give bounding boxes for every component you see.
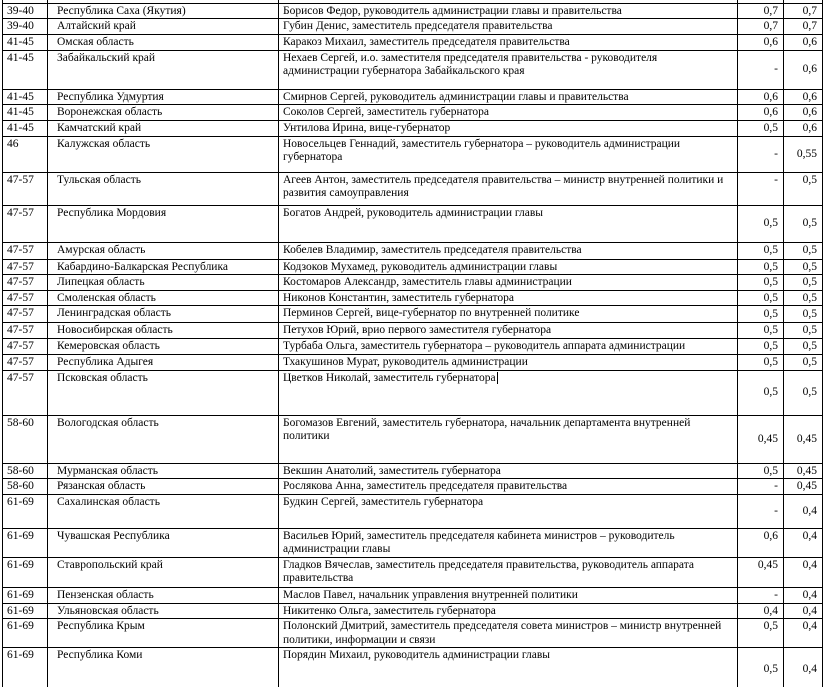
score2-cell[interactable]: 0,7	[784, 3, 823, 19]
score1-cell[interactable]: 0,5	[738, 259, 784, 275]
score2-cell[interactable]: 0,45	[784, 415, 823, 463]
rank-cell[interactable]: 47-57	[3, 259, 48, 275]
score2-cell[interactable]: 0,5	[784, 370, 823, 415]
person-cell[interactable]: Унтилова Ирина, вице-губернатор	[279, 120, 738, 136]
region-cell[interactable]: Республика Мордовия	[48, 205, 279, 242]
score1-cell[interactable]: 0,45	[738, 415, 784, 463]
rank-cell[interactable]: 61-69	[3, 648, 48, 687]
person-cell[interactable]: Богатов Андрей, руководитель администрации главы	[279, 205, 738, 242]
region-cell[interactable]: Камчатский край	[48, 120, 279, 136]
rank-cell[interactable]: 39-40	[3, 3, 48, 19]
score1-cell[interactable]: 0,6	[738, 105, 784, 121]
score2-cell[interactable]: 0,5	[784, 242, 823, 259]
score2-cell[interactable]: 0,4	[784, 557, 823, 587]
score1-cell[interactable]: 0,7	[738, 19, 784, 35]
rank-cell[interactable]: 41-45	[3, 34, 48, 50]
score1-cell[interactable]: -	[738, 494, 784, 528]
region-cell[interactable]: Тульская область	[48, 172, 279, 205]
person-cell[interactable]: Турбаба Ольга, заместитель губернатора – руководитель аппарата администрации	[279, 339, 738, 355]
score1-cell[interactable]: 0,5	[738, 306, 784, 323]
score1-cell[interactable]: 0,5	[738, 120, 784, 136]
score2-cell[interactable]: 0,4	[784, 603, 823, 619]
rank-cell[interactable]: 41-45	[3, 50, 48, 89]
rank-cell[interactable]: 58-60	[3, 479, 48, 495]
rank-cell[interactable]: 47-57	[3, 172, 48, 205]
table-row	[3, 494, 823, 528]
score1-cell[interactable]: 0,6	[738, 89, 784, 105]
table-row	[3, 3, 823, 19]
region-cell[interactable]: Сахалинская область	[48, 494, 279, 528]
score1-cell[interactable]: 0,6	[738, 528, 784, 557]
score1-cell[interactable]: 0,5	[738, 339, 784, 355]
rank-cell[interactable]: 46	[3, 136, 48, 172]
score2-cell[interactable]: 0,5	[784, 323, 823, 339]
region-cell[interactable]: Пензенская область	[48, 587, 279, 603]
rank-cell[interactable]: 47-57	[3, 205, 48, 242]
region-cell[interactable]: Амурская область	[48, 242, 279, 259]
region-cell[interactable]: Ставропольский край	[48, 557, 279, 587]
table-row	[3, 136, 823, 172]
score2-cell[interactable]: 0,6	[784, 50, 823, 89]
rank-cell[interactable]: 47-57	[3, 275, 48, 291]
score1-cell[interactable]: 0,5	[738, 290, 784, 306]
table-row	[3, 205, 823, 242]
score2-cell[interactable]: 0,5	[784, 259, 823, 275]
region-cell[interactable]: Вологодская область	[48, 415, 279, 463]
table-row	[3, 290, 823, 306]
person-cell[interactable]: Будкин Сергей, заместитель губернатора	[279, 494, 738, 528]
region-cell[interactable]: Новосибирская область	[48, 323, 279, 339]
score2-cell[interactable]: 0,5	[784, 290, 823, 306]
table-row	[3, 528, 823, 557]
score2-cell[interactable]: 0,4	[784, 494, 823, 528]
rank-cell[interactable]: 61-69	[3, 557, 48, 587]
score1-cell[interactable]: 0,5	[738, 323, 784, 339]
person-cell[interactable]: Порядин Михаил, руководитель администрации главы	[279, 648, 738, 687]
score1-cell[interactable]: 0,7	[738, 3, 784, 19]
table-row	[3, 648, 823, 687]
score1-cell[interactable]: -	[738, 136, 784, 172]
region-cell[interactable]: Республика Крым	[48, 619, 279, 648]
score2-cell[interactable]: 0,4	[784, 587, 823, 603]
score2-cell[interactable]: 0,5	[784, 275, 823, 291]
person-cell[interactable]: Тхакушинов Мурат, руководитель администрации	[279, 354, 738, 370]
person-cell[interactable]: Васильев Юрий, заместитель председателя кабинета министров – руководитель администрации главы	[279, 528, 738, 557]
ranking-table	[2, 0, 823, 687]
score2-cell[interactable]: 0,5	[784, 205, 823, 242]
score2-cell[interactable]: 0,6	[784, 120, 823, 136]
score2-cell[interactable]: 0,4	[784, 619, 823, 648]
table-row	[3, 479, 823, 495]
person-cell[interactable]: Костомаров Александр, заместитель главы администрации	[279, 275, 738, 291]
person-cell[interactable]: Никитенко Ольга, заместитель губернатора	[279, 603, 738, 619]
region-cell[interactable]: Мурманская область	[48, 463, 279, 479]
region-cell[interactable]: Забайкальский край	[48, 50, 279, 89]
rank-cell[interactable]: 61-69	[3, 587, 48, 603]
table-row	[3, 557, 823, 587]
rank-cell[interactable]: 61-69	[3, 494, 48, 528]
rank-cell[interactable]: 41-45	[3, 120, 48, 136]
rank-cell[interactable]: 47-57	[3, 370, 48, 415]
table-row	[3, 323, 823, 339]
region-cell[interactable]: Республика Адыгея	[48, 354, 279, 370]
table-row	[3, 339, 823, 355]
score1-cell[interactable]: 0,5	[738, 242, 784, 259]
person-cell[interactable]: Агеев Антон, заместитель председателя правительства – министр внутренней политики и развития самоуправления	[279, 172, 738, 205]
ranking-table-body	[3, 0, 823, 687]
person-cell[interactable]: Смирнов Сергей, руководитель администрации главы и правительства	[279, 89, 738, 105]
region-cell[interactable]: Псковская область	[48, 370, 279, 415]
score1-cell[interactable]: 0,5	[738, 354, 784, 370]
rank-cell[interactable]: 39-40	[3, 19, 48, 35]
table-row	[3, 463, 823, 479]
rank-cell[interactable]: 41-45	[3, 105, 48, 121]
score2-cell[interactable]: 0,6	[784, 34, 823, 50]
score2-cell[interactable]: 0,4	[784, 528, 823, 557]
person-cell[interactable]: Соколов Сергей, заместитель губернатора	[279, 105, 738, 121]
region-cell[interactable]: Смоленская область	[48, 290, 279, 306]
region-cell[interactable]: Республика Саха (Якутия)	[48, 3, 279, 19]
score2-cell[interactable]: 0,5	[784, 306, 823, 323]
rank-cell[interactable]: 47-57	[3, 323, 48, 339]
person-cell[interactable]: Богомазов Евгений, заместитель губернатора, начальник департамента внутренней политики	[279, 415, 738, 463]
table-row	[3, 370, 823, 415]
table-row	[3, 105, 823, 121]
table-row	[3, 172, 823, 205]
rank-cell[interactable]: 47-57	[3, 290, 48, 306]
person-cell[interactable]: Кобелев Владимир, заместитель председателя правительства	[279, 242, 738, 259]
person-cell[interactable]: Губин Денис, заместитель председателя правительства	[279, 19, 738, 35]
table-row	[3, 34, 823, 50]
table-row	[3, 306, 823, 323]
rank-cell[interactable]: 47-57	[3, 306, 48, 323]
score2-cell[interactable]: 0,4	[784, 648, 823, 687]
rank-cell[interactable]: 47-57	[3, 339, 48, 355]
rank-cell[interactable]: 61-69	[3, 603, 48, 619]
score2-cell[interactable]: 0,7	[784, 19, 823, 35]
person-cell[interactable]: Никонов Константин, заместитель губернатора	[279, 290, 738, 306]
region-cell[interactable]: Омская область	[48, 34, 279, 50]
person-cell[interactable]: Борисов Федор, руководитель администрации главы и правительства	[279, 3, 738, 19]
region-cell[interactable]: Воронежская область	[48, 105, 279, 121]
score2-cell[interactable]: 0,6	[784, 105, 823, 121]
rank-cell[interactable]: 58-60	[3, 415, 48, 463]
rank-cell[interactable]: 61-69	[3, 619, 48, 648]
score1-cell[interactable]: 0,6	[738, 34, 784, 50]
region-cell[interactable]: Чувашская Республика	[48, 528, 279, 557]
person-cell[interactable]: Новосельцев Геннадий, заместитель губернатора – руководитель администрации губернатора	[279, 136, 738, 172]
table-row	[3, 89, 823, 105]
region-cell[interactable]: Алтайский край	[48, 19, 279, 35]
rank-cell[interactable]: 61-69	[3, 528, 48, 557]
table-row	[3, 275, 823, 291]
score1-cell[interactable]: 0,4	[738, 603, 784, 619]
score1-cell[interactable]: 0,45	[738, 557, 784, 587]
table-row	[3, 120, 823, 136]
score2-cell[interactable]: 0,55	[784, 136, 823, 172]
score2-cell[interactable]: 0,45	[784, 463, 823, 479]
region-cell[interactable]: Республика Коми	[48, 648, 279, 687]
region-cell[interactable]: Ленинградская область	[48, 306, 279, 323]
table-row	[3, 259, 823, 275]
region-cell[interactable]: Калужская область	[48, 136, 279, 172]
person-cell[interactable]: Векшин Анатолий, заместитель губернатора	[279, 463, 738, 479]
region-cell[interactable]: Рязанская область	[48, 479, 279, 495]
person-cell[interactable]: Маслов Павел, начальник управления внутренней политики	[279, 587, 738, 603]
region-cell[interactable]: Кабардино-Балкарская Республика	[48, 259, 279, 275]
rank-cell[interactable]: 47-57	[3, 242, 48, 259]
table-row	[3, 50, 823, 89]
person-cell[interactable]: Каракоз Михаил, заместитель председателя правительства	[279, 34, 738, 50]
person-cell[interactable]: Петухов Юрий, врио первого заместителя губернатора	[279, 323, 738, 339]
table-row	[3, 242, 823, 259]
score2-cell[interactable]: 0,6	[784, 89, 823, 105]
score1-cell[interactable]: 0,5	[738, 463, 784, 479]
region-cell[interactable]: Республика Удмуртия	[48, 89, 279, 105]
person-cell[interactable]: Нехаев Сергей, и.о. заместителя председателя правительства - руководителя администрации губернатора Забайкальского края	[279, 50, 738, 89]
person-cell[interactable]: Гладков Вячеслав, заместитель председателя правительства, руководитель аппарата правительства	[279, 557, 738, 587]
text-cursor	[497, 372, 498, 384]
person-cell[interactable]: Цветков Николай, заместитель губернатора	[279, 370, 738, 415]
score1-cell[interactable]: 0,5	[738, 205, 784, 242]
score1-cell[interactable]: -	[738, 50, 784, 89]
score1-cell[interactable]: 0,5	[738, 370, 784, 415]
score2-cell[interactable]: 0,5	[784, 339, 823, 355]
score1-cell[interactable]: -	[738, 479, 784, 495]
score1-cell[interactable]: 0,5	[738, 275, 784, 291]
table-row	[3, 19, 823, 35]
rank-cell[interactable]: 47-57	[3, 354, 48, 370]
score1-cell[interactable]: -	[738, 587, 784, 603]
score2-cell[interactable]: 0,5	[784, 354, 823, 370]
table-row	[3, 415, 823, 463]
score1-cell[interactable]: 0,5	[738, 619, 784, 648]
score1-cell[interactable]: 0,5	[738, 648, 784, 687]
table-row	[3, 354, 823, 370]
region-cell[interactable]: Кемеровская область	[48, 339, 279, 355]
region-cell[interactable]: Ульяновская область	[48, 603, 279, 619]
person-cell[interactable]: Рослякова Анна, заместитель председателя правительства	[279, 479, 738, 495]
rank-cell[interactable]: 41-45	[3, 89, 48, 105]
region-cell[interactable]: Липецкая область	[48, 275, 279, 291]
person-cell[interactable]: Кодзоков Мухамед, руководитель администрации главы	[279, 259, 738, 275]
rank-cell[interactable]: 58-60	[3, 463, 48, 479]
score2-cell[interactable]: 0,5	[784, 172, 823, 205]
person-cell[interactable]: Перминов Сергей, вице-губернатор по внутренней политике	[279, 306, 738, 323]
score2-cell[interactable]: 0,45	[784, 479, 823, 495]
person-cell[interactable]: Полонский Дмитрий, заместитель председателя совета министров – министр внутренней политики, информации и связи	[279, 619, 738, 648]
score1-cell[interactable]: -	[738, 172, 784, 205]
table-row	[3, 603, 823, 619]
table-row	[3, 619, 823, 648]
table-row	[3, 587, 823, 603]
